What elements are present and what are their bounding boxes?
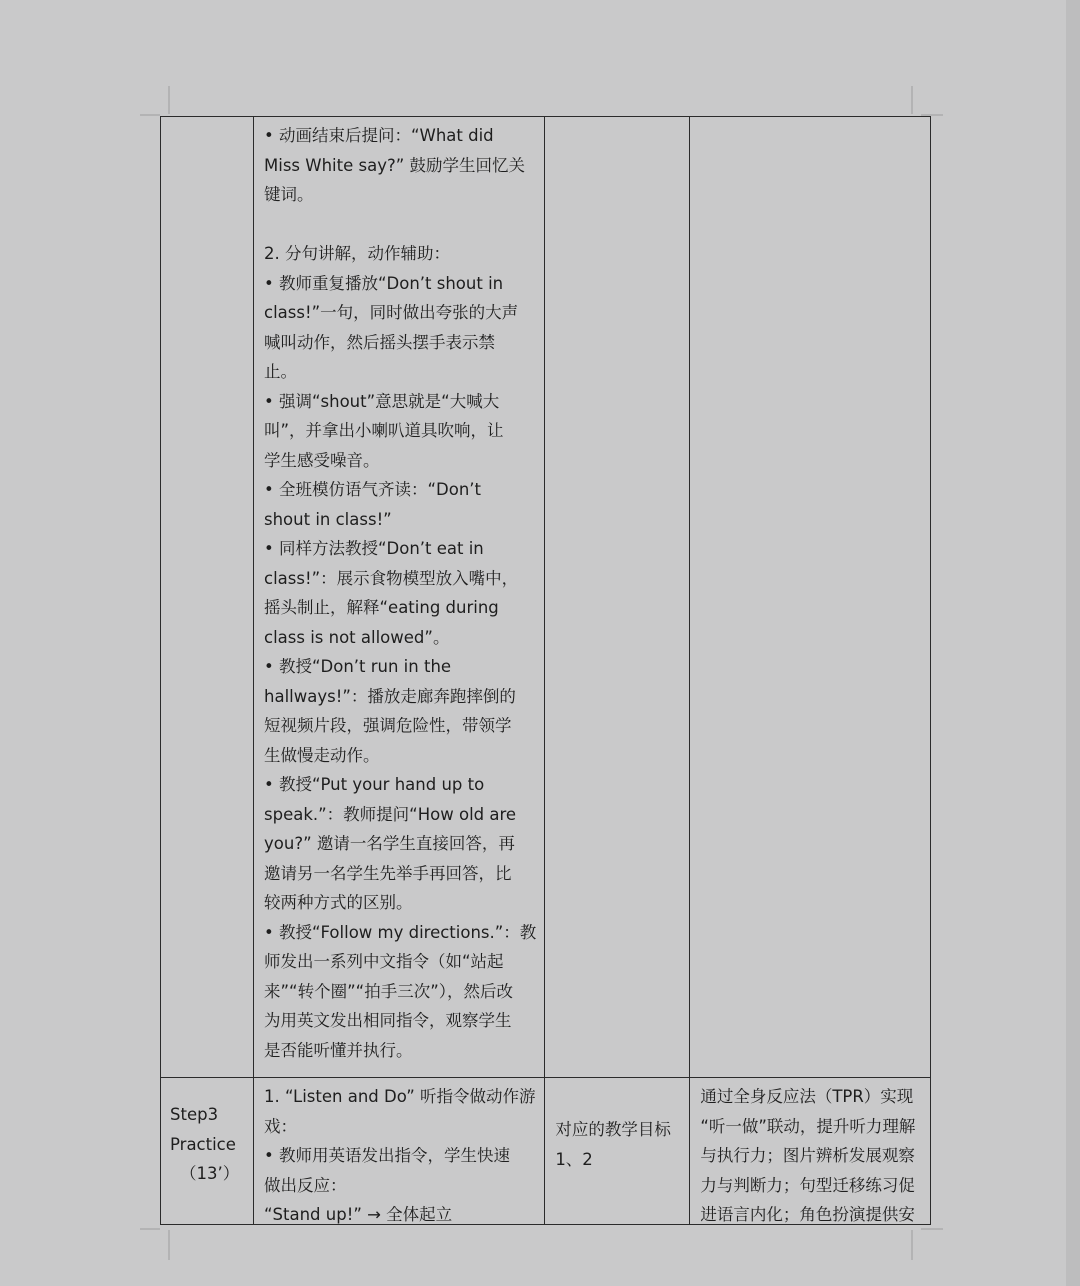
step-cell bbox=[161, 1078, 254, 1225]
text-line: 叫”，并拿出小喇叭道具吹响，让 bbox=[264, 421, 504, 440]
activity-cell bbox=[254, 117, 545, 1078]
blank-line bbox=[264, 210, 536, 240]
activity-cell bbox=[254, 1078, 545, 1225]
text-line: class!”：展示食物模型放入嘴中， bbox=[264, 568, 519, 588]
text-line: Miss White say?” 鼓励学生回忆关 bbox=[264, 155, 526, 175]
text-line: 戏： bbox=[264, 1116, 297, 1136]
text-line: speak.”：教师提问“How old are bbox=[264, 804, 517, 824]
crop-mark-bottom-left-v bbox=[168, 1230, 170, 1260]
text-line: • 强调“shout”意思就是“大喊大 bbox=[264, 391, 500, 411]
goal-cell bbox=[545, 117, 690, 1078]
text-line: hallways!”：播放走廊奔跑摔倒的 bbox=[264, 686, 516, 706]
text-line: 做出反应： bbox=[264, 1175, 347, 1195]
activity-text bbox=[254, 1078, 544, 1224]
crop-mark-top-left-v bbox=[168, 86, 170, 114]
text-line: class!”一句，同时做出夸张的大声 bbox=[264, 303, 519, 322]
text-line: 学生感受噪音。 bbox=[264, 450, 380, 470]
crop-mark-top-right-v bbox=[911, 86, 913, 114]
lesson-plan-table bbox=[160, 116, 931, 1225]
purpose-text bbox=[690, 1078, 930, 1224]
text-line: • 教授“Follow my directions.”：教 bbox=[264, 922, 537, 942]
text-line: 喊叫动作，然后摇头摆手表示禁 bbox=[264, 332, 495, 352]
crop-mark-bottom-right-v bbox=[911, 1230, 913, 1260]
step-cell bbox=[161, 117, 254, 1078]
text-line: • 动画结束后提问：“What did bbox=[264, 126, 494, 145]
text-line: • 教师用英语发出指令，学生快速 bbox=[264, 1146, 510, 1165]
text-line: 力与判断力；句型迁移练习促 bbox=[700, 1175, 915, 1195]
text-line: 对应的教学目标 bbox=[555, 1120, 671, 1139]
step-duration: （13’） bbox=[180, 1164, 240, 1183]
vertical-scrollbar[interactable] bbox=[1066, 0, 1080, 1286]
table-row bbox=[161, 1078, 931, 1225]
text-line: 2. 分句讲解，动作辅助： bbox=[264, 244, 450, 263]
text-line: 来”“转个圈”“拍手三次”），然后改 bbox=[264, 981, 513, 1001]
text-line: 1. “Listen and Do” 听指令做动作游 bbox=[264, 1087, 536, 1106]
text-line: 短视频片段，强调危险性，带领学 bbox=[264, 716, 512, 735]
crop-mark-top-left bbox=[140, 114, 160, 116]
text-line: shout in class!” bbox=[264, 509, 392, 529]
text-line: 为用英文发出相同指令，观察学生 bbox=[264, 1011, 512, 1030]
crop-mark-bottom-right bbox=[921, 1228, 943, 1230]
purpose-cell bbox=[690, 117, 931, 1078]
goal-cell bbox=[545, 1078, 690, 1225]
text-line: 进语言内化；角色扮演提供安 bbox=[700, 1205, 915, 1224]
text-line: 师发出一系列中文指令（如“站起 bbox=[264, 952, 504, 971]
step-name: Step3 bbox=[170, 1105, 219, 1124]
text-line: 与执行力；图片辨析发展观察 bbox=[700, 1146, 915, 1165]
text-line: 生做慢走动作。 bbox=[264, 745, 380, 765]
goal-text bbox=[545, 1078, 689, 1174]
text-line: 较两种方式的区别。 bbox=[264, 893, 413, 912]
text-line: 止。 bbox=[264, 362, 297, 381]
text-line: 是否能听懂并执行。 bbox=[264, 1040, 413, 1060]
text-line: • 全班模仿语气齐读：“Don’t bbox=[264, 480, 481, 499]
text-line: • 同样方法教授“Don’t eat in bbox=[264, 539, 484, 558]
purpose-cell bbox=[690, 1078, 931, 1225]
table-row bbox=[161, 117, 931, 1078]
crop-mark-bottom-left bbox=[140, 1228, 160, 1230]
text-line: “听一做”联动，提升听力理解 bbox=[700, 1116, 916, 1136]
text-line: you?” 邀请一名学生直接回答，再 bbox=[264, 834, 515, 853]
text-line: • 教授“Put your hand up to bbox=[264, 775, 485, 794]
activity-text bbox=[254, 117, 544, 1065]
text-line: 邀请另一名学生先举手再回答，比 bbox=[264, 863, 512, 883]
text-line: 1、2 bbox=[555, 1149, 593, 1169]
text-line: 键词。 bbox=[264, 185, 314, 204]
text-line: • 教授“Don’t run in the bbox=[264, 657, 452, 676]
text-line: 摇头制止，解释“eating during bbox=[264, 598, 499, 617]
text-line: “Stand up!” → 全体起立 bbox=[264, 1205, 453, 1224]
text-line: 通过全身反应法（TPR）实现 bbox=[700, 1087, 914, 1106]
text-line: • 教师重复播放“Don’t shout in bbox=[264, 273, 504, 293]
text-line: class is not allowed”。 bbox=[264, 627, 450, 647]
step-phase: Practice bbox=[170, 1134, 236, 1154]
